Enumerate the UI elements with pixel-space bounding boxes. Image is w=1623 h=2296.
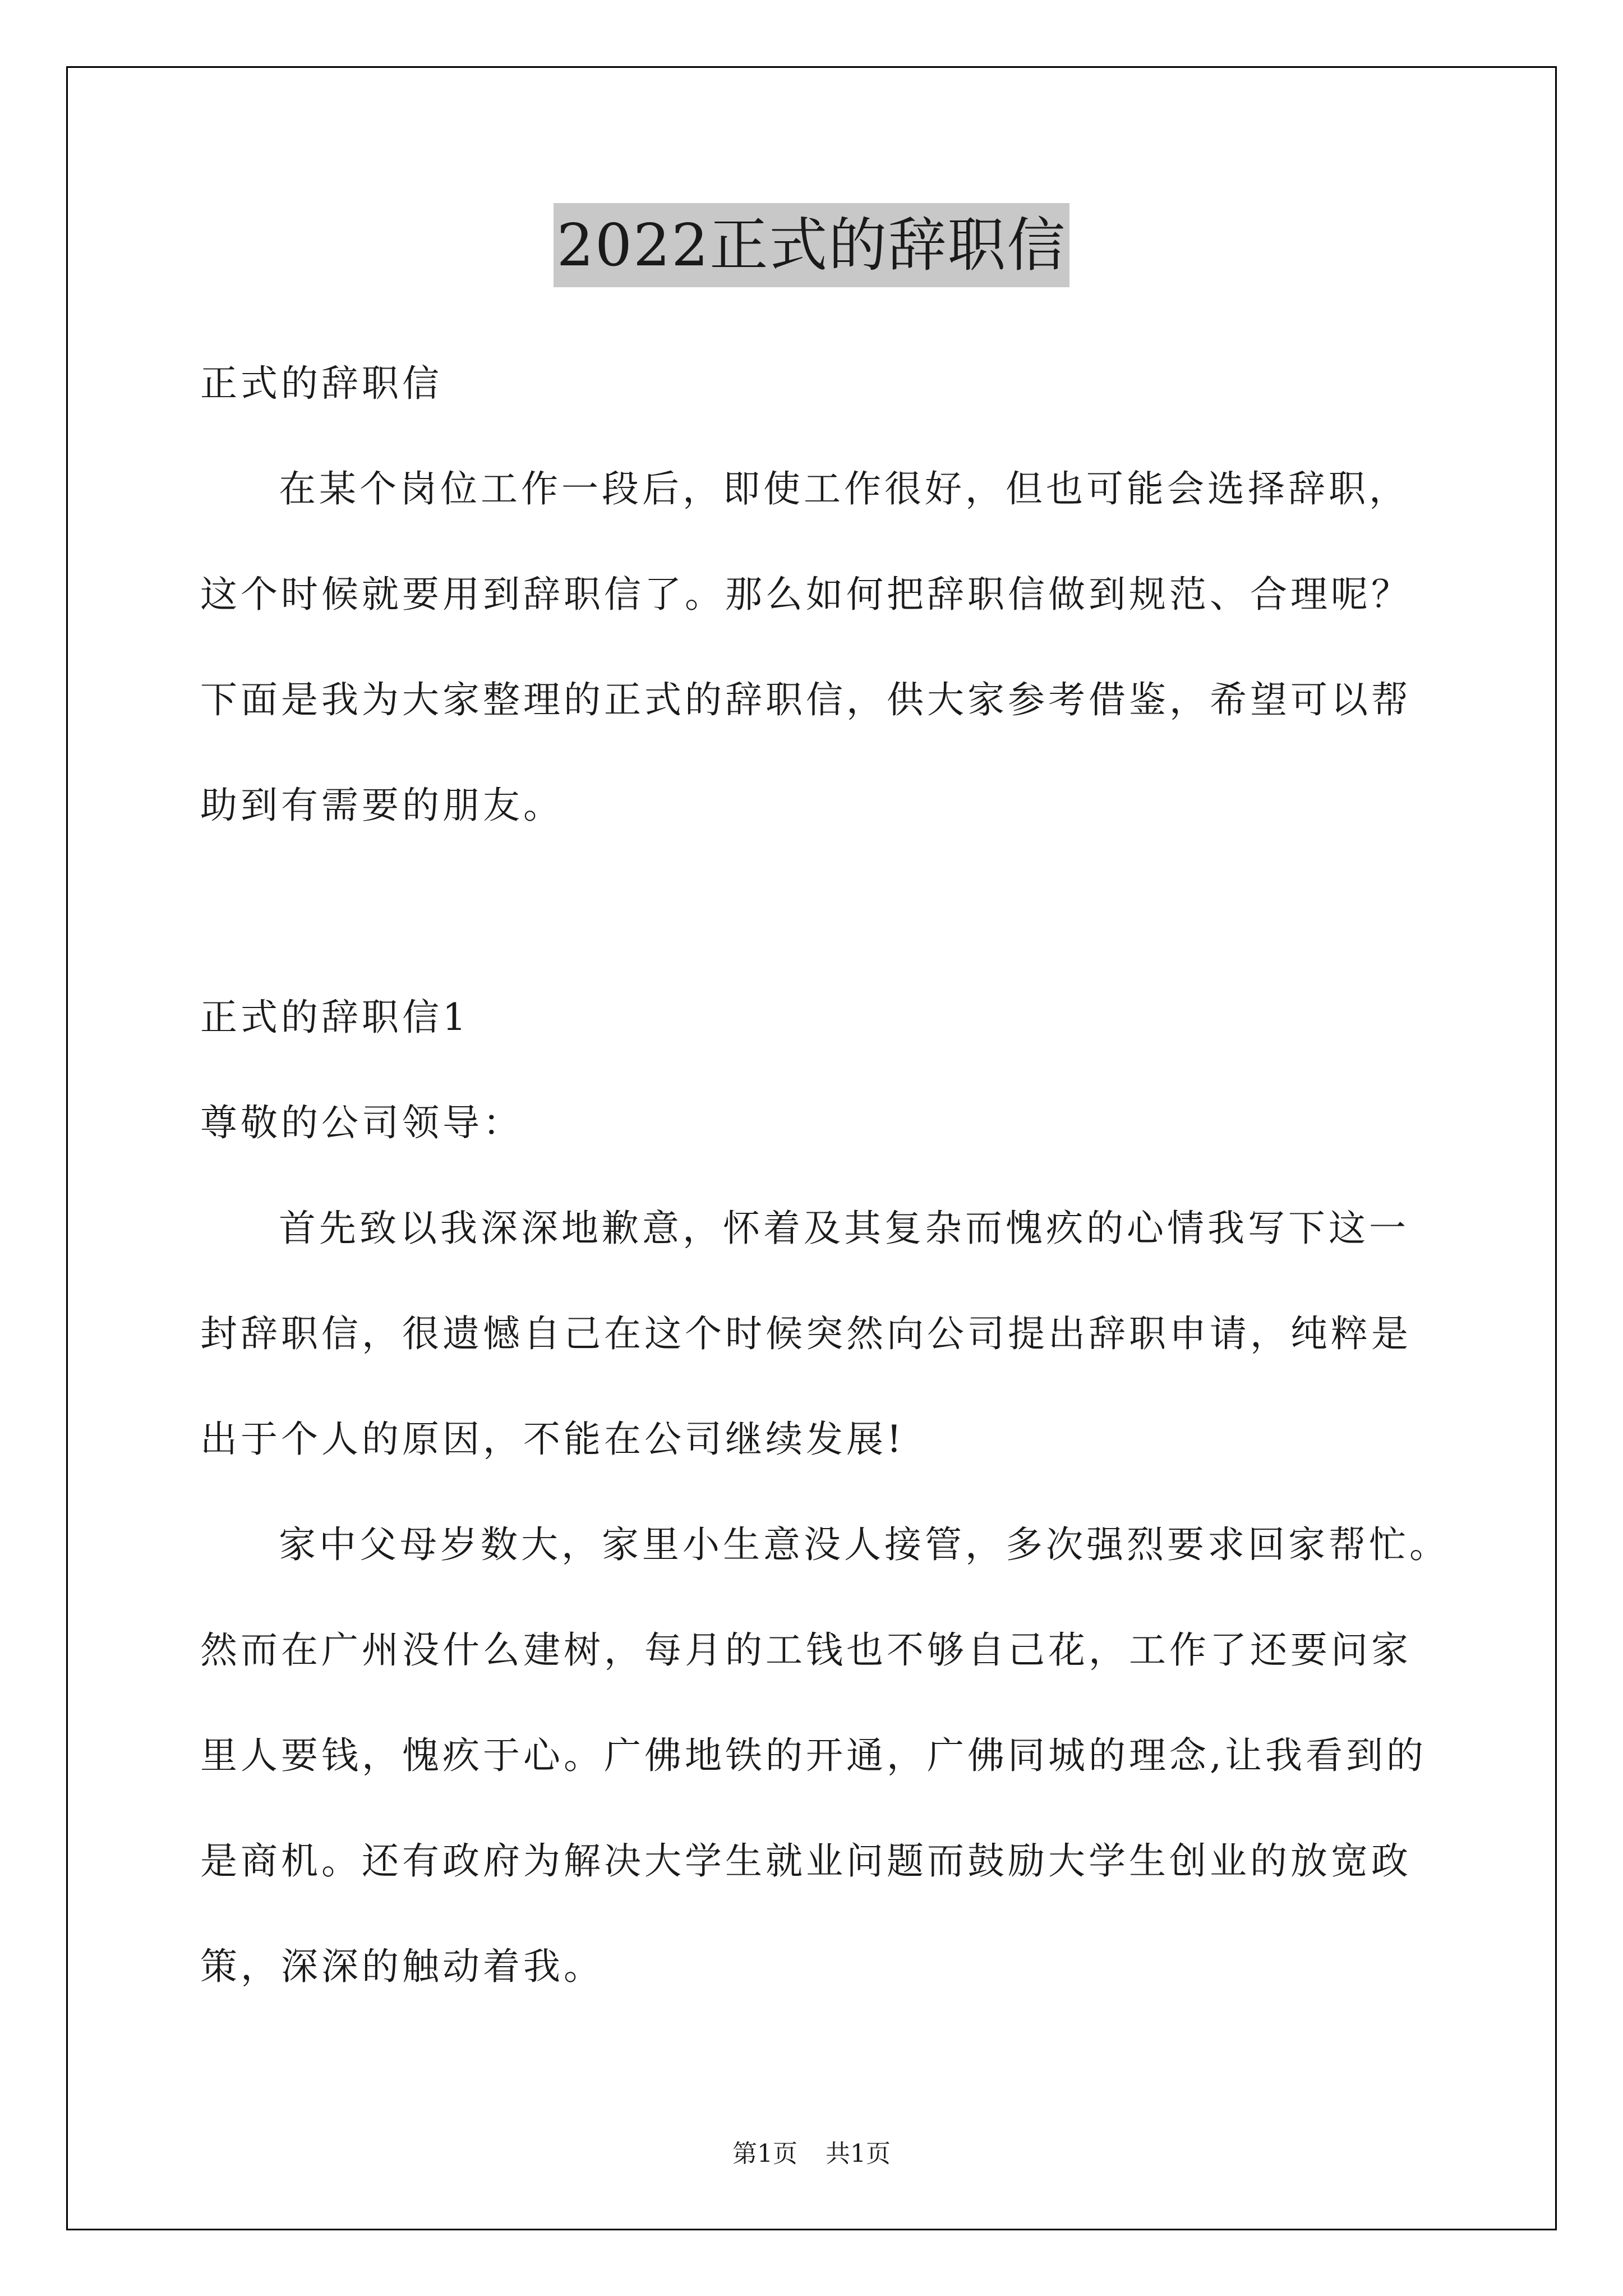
paragraph-line: 家中父母岁数大，家里小生意没人接管，多次强烈要求回家帮忙。 bbox=[279, 1523, 1450, 1566]
page-footer bbox=[0, 2137, 1623, 2171]
title-container bbox=[0, 203, 1623, 287]
intro-line: 在某个岗位工作一段后，即使工作很好，但也可能会选择辞职， bbox=[279, 467, 1409, 510]
intro-line: 助到有需要的朋友。 bbox=[200, 784, 564, 827]
section-spacer bbox=[200, 858, 1434, 965]
paragraph-line: 出于个人的原因，不能在公司继续发展! bbox=[200, 1418, 905, 1461]
document-title: 2022正式的辞职信 bbox=[554, 203, 1070, 287]
paragraph-line: 然而在广州没什么建树，每月的工钱也不够自己花，工作了还要问家 bbox=[200, 1628, 1412, 1672]
section-heading: 正式的辞职信1 bbox=[200, 996, 469, 1039]
paragraph-line: 是商机。还有政府为解决大学生就业问题而鼓励大学生创业的放宽政 bbox=[200, 1839, 1412, 1883]
intro-line: 这个时候就要用到辞职信了。那么如何把辞职信做到规范、合理呢？ bbox=[200, 573, 1412, 616]
salutation: 尊敬的公司领导： bbox=[200, 1101, 523, 1144]
page-total: 共1页 bbox=[826, 2139, 891, 2168]
document-body bbox=[200, 331, 1450, 2019]
paragraph-line: 策，深深的触动着我。 bbox=[200, 1945, 604, 1988]
paragraph-line: 里人要钱，愧疚于心。广佛地铁的开通，广佛同城的理念,让我看到的 bbox=[200, 1734, 1427, 1777]
intro-line: 下面是我为大家整理的正式的辞职信，供大家参考借鉴，希望可以帮 bbox=[200, 678, 1412, 721]
subtitle: 正式的辞职信 bbox=[200, 362, 442, 405]
paragraph-line: 封辞职信，很遗憾自己在这个时候突然向公司提出辞职申请，纯粹是 bbox=[200, 1312, 1412, 1355]
paragraph-line: 首先致以我深深地歉意，怀着及其复杂而愧疚的心情我写下这一 bbox=[279, 1207, 1409, 1250]
page-number: 第1页 bbox=[732, 2139, 797, 2168]
